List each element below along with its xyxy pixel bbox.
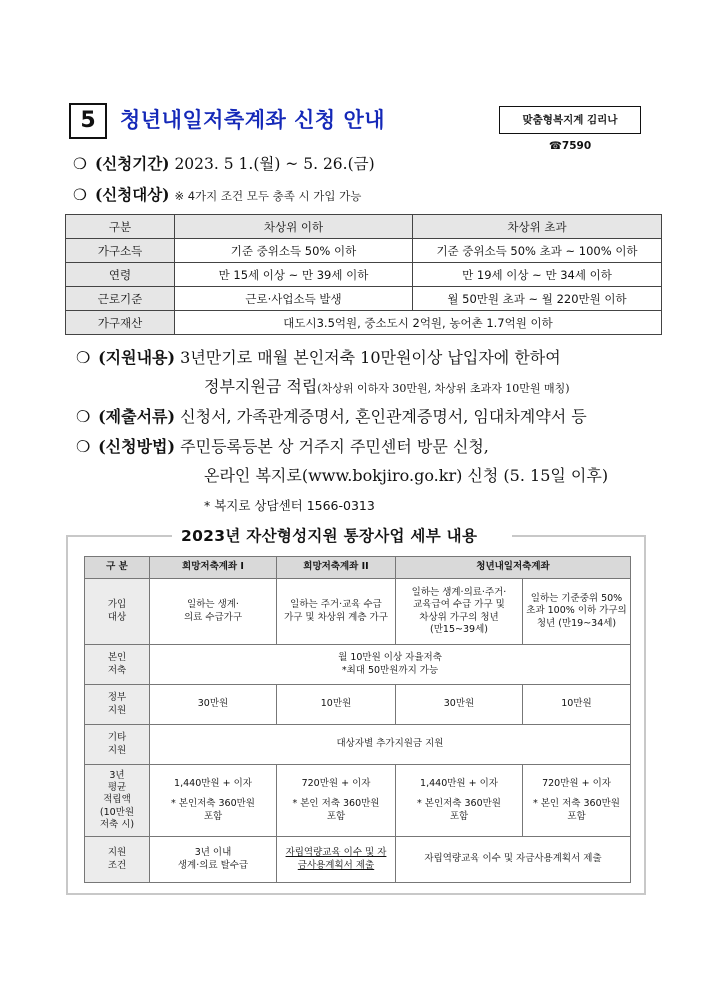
page-title: 청년내일저축계좌 신청 안내 (120, 108, 386, 132)
table-row (85, 645, 631, 685)
table-cell: 일하는 주거·교육 수급 가구 및 차상위 계층 가구 (277, 579, 396, 645)
criteria-table (65, 214, 662, 335)
table-header-cell: 희망저축계좌 II (277, 557, 396, 579)
row-label-cell: 기타 지원 (85, 725, 150, 765)
accum-amount: 720만원 + 이자 (542, 778, 611, 790)
row-label-cell: 지원 조건 (85, 837, 150, 883)
table-cell: 월 50만원 초과 ~ 월 220만원 이하 (413, 287, 662, 311)
accum-note: * 본인저축 360만원 포함 (417, 798, 501, 822)
table-cell: 기준 중위소득 50% 이하 (175, 239, 413, 263)
table-cell: 만 19세 이상 ~ 만 34세 이하 (413, 263, 662, 287)
contact-box: 맞춤형복지계 김리나 ☎7590 (499, 106, 641, 134)
method-label: (신청방법) (98, 437, 176, 456)
target-line (73, 183, 361, 205)
table-cell: 월 10만원 이상 자율저축 *최대 50만원까지 가능 (150, 645, 631, 685)
table-header-cell: 구분 (66, 215, 175, 239)
detail-section-title: 2023년 자산형성지원 통장사업 세부 내용 (181, 527, 478, 545)
table-row (85, 837, 631, 883)
table-cell: 10만원 (277, 685, 396, 725)
table-cell: 10만원 (523, 685, 631, 725)
target-note: ※ 4가지 조건 모두 충족 시 가입 가능 (174, 189, 362, 203)
table-cell: 근로·사업소득 발생 (175, 287, 413, 311)
table-cell: 일하는 생계· 의료 수급가구 (150, 579, 277, 645)
table-cell (523, 765, 631, 837)
table-cell: 3년 이내 생계·의료 탈수급 (150, 837, 277, 883)
bullet-icon: ❍ (73, 155, 87, 173)
table-cell: 30만원 (396, 685, 523, 725)
table-header-cell: 희망저축계좌 I (150, 557, 277, 579)
row-label-cell: 정부 지원 (85, 685, 150, 725)
table-cell: 자립역량교육 이수 및 자금사용계획서 제출 (396, 837, 631, 883)
table-header-row (85, 557, 631, 579)
period-line (73, 152, 375, 174)
table-row (66, 287, 662, 311)
method-line-2: 온라인 복지로(www.bokjiro.go.kr) 신청 (5. 15일 이후) (204, 466, 609, 485)
period-label: (신청기간) (94, 154, 170, 173)
table-cell (396, 765, 523, 837)
docs-value: 신청서, 가족관계증명서, 혼인관계증명서, 임대차계약서 등 (180, 407, 587, 426)
bullet-icon: ❍ (76, 437, 91, 456)
table-cell: 대도시3.5억원, 중소도시 2억원, 농어촌 1.7억원 이하 (175, 311, 662, 335)
table-row (66, 311, 662, 335)
support-label: (지원내용) (98, 348, 176, 367)
accum-note: * 본인 저축 360만원 포함 (292, 798, 380, 822)
row-label-cell: 가입 대상 (85, 579, 150, 645)
row-label-cell: 가구재산 (66, 311, 175, 335)
docs-line (76, 404, 587, 427)
row-label-cell: 본인 저축 (85, 645, 150, 685)
row-label-cell: 가구소득 (66, 239, 175, 263)
accum-amount: 1,440만원 + 이자 (420, 778, 498, 790)
table-cell: 만 15세 이상 ~ 만 39세 이하 (175, 263, 413, 287)
accum-note: * 본인 저축 360만원 포함 (532, 798, 620, 822)
period-value: 2023. 5 1.(월) ~ 5. 26.(금) (174, 155, 375, 173)
row-label-cell: 3년 평균 적립액 (10만원 저축 시) (85, 765, 150, 837)
table-row (85, 685, 631, 725)
support-line (76, 345, 561, 368)
support-text-2: 정부지원금 적립 (204, 377, 318, 396)
method-line (76, 434, 489, 457)
support-note: (차상위 이하자 30만원, 차상위 초과자 10만원 매칭) (317, 382, 570, 395)
docs-label: (제출서류) (98, 407, 176, 426)
table-cell (277, 765, 396, 837)
method-text-1: 주민등록등본 상 거주지 주민센터 방문 신청, (180, 437, 489, 456)
row-label-cell: 연령 (66, 263, 175, 287)
table-cell: 자립역량교육 이수 및 자 금사용계획서 제출 (277, 837, 396, 883)
table-header-row (66, 215, 662, 239)
support-line-2 (204, 374, 570, 397)
table-row (66, 239, 662, 263)
accum-amount: 720만원 + 이자 (301, 778, 371, 790)
table-cell: 일하는 기준중위 50% 초과 100% 이하 가구의 청년 (만19~34세) (523, 579, 631, 645)
table-header-cell: 청년내일저축계좌 (396, 557, 631, 579)
table-cell: 대상자별 추가지원금 지원 (150, 725, 631, 765)
table-cell: 일하는 생계·의료·주거· 교육급여 수급 가구 및 차상위 가구의 청년 (만15~39세) (396, 579, 523, 645)
table-header-cell: 구 분 (85, 557, 150, 579)
bullet-icon: ❍ (76, 348, 91, 367)
row-label-cell: 근로기준 (66, 287, 175, 311)
table-cell: 30만원 (150, 685, 277, 725)
method-note: * 복지로 상담센터 1566-0313 (204, 498, 375, 513)
table-row (85, 725, 631, 765)
table-header-cell: 차상위 초과 (413, 215, 662, 239)
table-cell: 기준 중위소득 50% 초과 ~ 100% 이하 (413, 239, 662, 263)
table-row (85, 765, 631, 837)
accum-note: * 본인저축 360만원 포함 (171, 798, 255, 822)
table-row (66, 263, 662, 287)
table-row (85, 579, 631, 645)
accum-amount: 1,440만원 + 이자 (174, 778, 252, 790)
bullet-icon: ❍ (76, 407, 91, 426)
detail-table (84, 556, 631, 883)
table-header-cell: 차상위 이하 (175, 215, 413, 239)
target-label: (신청대상) (94, 185, 170, 204)
support-text-1: 3년만기로 매월 본인저축 10만원이상 납입자에 한하여 (180, 348, 561, 367)
bullet-icon: ❍ (73, 186, 87, 204)
table-cell (150, 765, 277, 837)
section-number-badge: 5 (69, 103, 107, 139)
